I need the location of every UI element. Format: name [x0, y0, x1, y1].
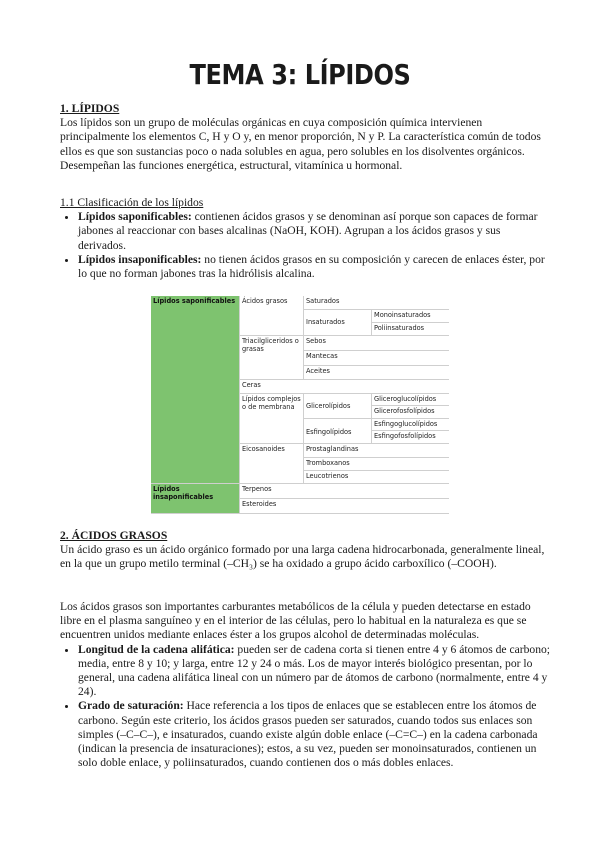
section-heading: 1. LÍPIDOS [60, 102, 120, 115]
bullet-list [60, 210, 550, 281]
cell-insaturados: Insaturados [303, 310, 371, 336]
cell-prostaglandinas: Prostaglandinas [303, 444, 449, 458]
cell-esfingolipidos: Esfingolípidos [303, 419, 371, 444]
paragraph: Los lípidos son un grupo de moléculas orgánicas en cuya composición química intervienen principalmente los elementos C, H y O y, en menor proporción, N y P. La característica común de todos ellos es que son sustancias poco o nada solubles en agua, pero solubles en los disolventes orgánicos. Desempeñan las funciones energética, estructural, vitamínica u hormonal. [60, 116, 541, 172]
definition: Hace referencia a los tipos de enlaces que se establecen entre los átomos de carbono. Según este criterio, los ácidos grasos pueden ser saturados, cuando todos sus enlaces son simples (–C–C–), e insaturados, cuando existe algún doble enlace (–C=C–) en la cadena carbonada (indican la presencia de insaturaciones); estos, a su vez, pueden ser monoinsaturados, contienen un solo doble enlace, y poliinsaturados, cuando contienen dos o más dobles enlaces. [78, 699, 538, 770]
cell-complejos: Lípidos complejos o de membrana [239, 394, 303, 444]
paragraph: Un ácido graso es un ácido orgánico formado por una larga cadena hidrocarbonada, generalmente lineal, en la que un grupo metilo terminal (–CH₃) se ha oxidado a grupo ácido carboxílico (–COOH). [60, 543, 545, 571]
cell-ceras: Ceras [239, 380, 449, 394]
section-lipidos [60, 102, 550, 173]
cell-esteroides: Esteroides [239, 499, 449, 514]
bullet-list [60, 643, 550, 771]
cell-aceites: Aceites [303, 366, 449, 380]
cell-sebos: Sebos [303, 336, 449, 351]
cell-saturados: Saturados [303, 296, 449, 310]
list-item [78, 699, 550, 770]
subsection-heading: 1.1 Clasificación de los lípidos [60, 196, 204, 209]
section-clasificacion [60, 196, 550, 281]
section-heading: 2. ÁCIDOS GRASOS [60, 529, 168, 542]
paragraph: Los ácidos grasos son importantes carburantes metabólicos de la célula y pueden detectarse en estado libre en el plasma sanguíneo y en el interior de las células, pero lo habitual en la naturaleza es que se encuentren unidos mediante enlaces éster a los grupos alcohol de determinadas moléculas. [60, 600, 531, 642]
definition: pueden ser de cadena corta si tienen entre 4 y 6 átomos de carbono; media, entre 8 y 10; y larga, entre 12 y 24 o más. Los de mayor interés biológico presentan, por lo general, una cadena alifática lineal con un número par de átomos de carbono (normalmente, entre 4 y 24). [78, 642, 551, 699]
cell-saponificables: Lípidos saponificables [151, 296, 239, 484]
classification-table [151, 296, 449, 514]
cell-mantecas: Mantecas [303, 351, 449, 366]
cell-esfingoglu: Esfingoglucolípidos [371, 419, 449, 431]
section-acidos-grasos-body [60, 600, 550, 770]
cell-mono: Monoinsaturados [371, 310, 449, 323]
cell-esfingofos: Esfingofosfolípidos [371, 431, 449, 444]
page-title: TEMA 3: LÍPIDOS [189, 58, 411, 91]
cell-tromboxanos: Tromboxanos [303, 458, 449, 471]
cell-terpenos: Terpenos [239, 484, 449, 499]
definition: contienen ácidos grasos y se denominan así porque son capaces de formar jabones al reaccionar con bases alcalinas (NaOH, KOH). Agrupan a los ácidos grasos y sus derivados. [78, 210, 538, 252]
cell-leucotrienos: Leucotrienos [303, 471, 449, 484]
term: Lípidos insaponificables: [78, 252, 202, 266]
cell-gliceroglu: Gliceroglucolípidos [371, 394, 449, 406]
cell-glicerolipidos: Glicerolípidos [303, 394, 371, 419]
cell-triacilgliceridos: Triacilgliceridos o grasas [239, 336, 303, 380]
term: Lípidos saponificables: [78, 210, 192, 224]
definition: no tienen ácidos grasos en su composición y carecen de enlaces éster, por lo que no forman jabones tras la hidrólisis alcalina. [78, 252, 545, 281]
list-item [78, 643, 550, 700]
list-item [78, 210, 550, 253]
cell-glicerofos: Glicerofosfolípidos [371, 406, 449, 419]
cell-eicosanoides: Eicosanoides [239, 444, 303, 484]
cell-acidos-grasos: Ácidos grasos [239, 296, 303, 336]
cell-insaponificables: Lípidos insaponificables [151, 484, 239, 514]
cell-poli: Poliinsaturados [371, 323, 449, 336]
term: Grado de saturación: [78, 699, 184, 713]
list-item [78, 253, 550, 281]
section-acidos-grasos [60, 529, 550, 572]
term: Longitud de la cadena alifática: [78, 642, 235, 656]
